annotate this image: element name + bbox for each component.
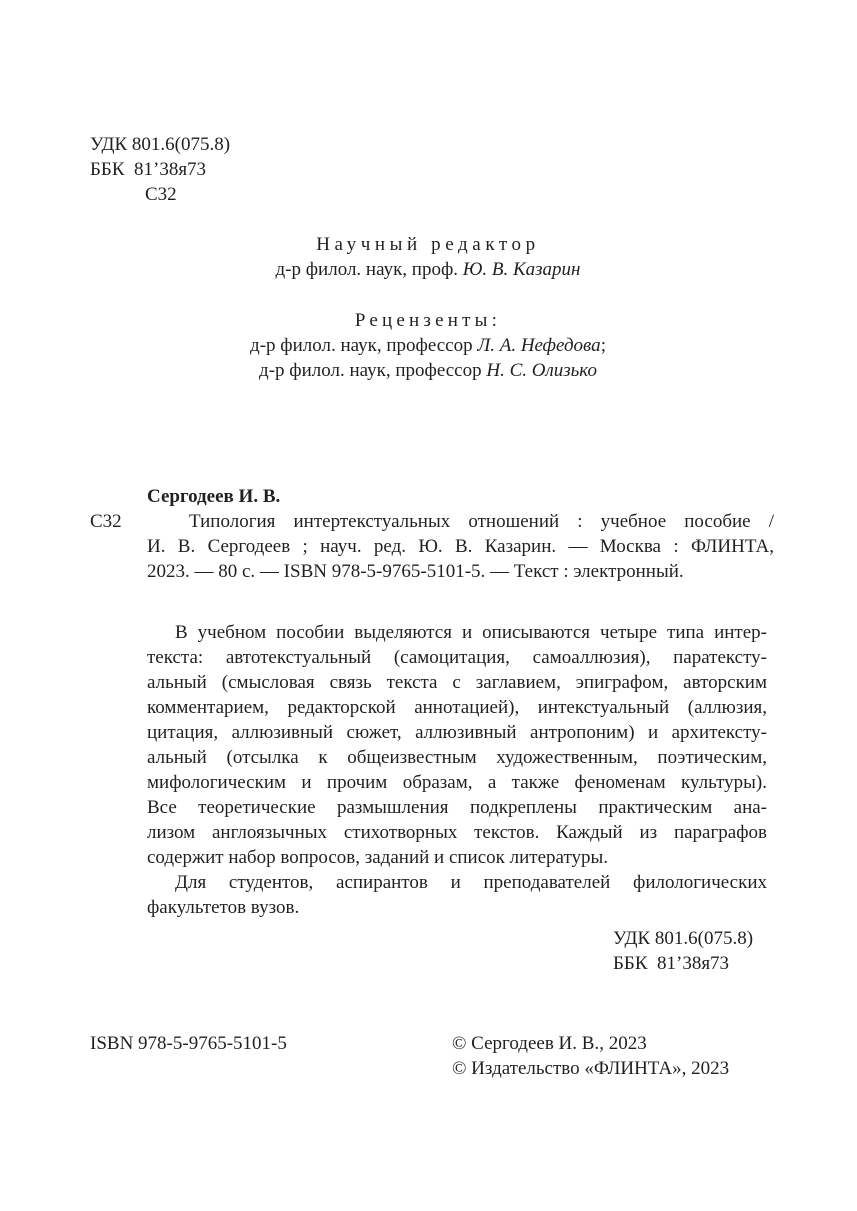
abstract-line-10: содержит набор вопросов, заданий и список литературы.	[147, 847, 609, 868]
copyright-publisher: © Издательство «ФЛИНТА», 2023	[452, 1058, 730, 1079]
catalog-line-1: Типология интертекстуальных отношений : учебное пособие /	[189, 511, 774, 532]
isbn: ISBN 978-5-9765-5101-5	[90, 1033, 287, 1054]
reviewer-line-2	[178, 358, 678, 383]
reviewer-2-prefix: д-р филол. наук, профессор	[259, 360, 482, 381]
udk-code-bottom: УДК 801.6(075.8)	[613, 928, 754, 949]
reviewer-2-name: Н. С. Олизько	[486, 360, 597, 381]
udk-code-top: УДК 801.6(075.8)	[90, 134, 231, 155]
editor-prefix: д-р филол. наук, проф.	[275, 259, 459, 280]
abstract-line-3: альный (смысловая связь текста с заглавием, эпиграфом, авторским	[147, 672, 767, 693]
abstract-text	[147, 620, 767, 920]
editor-name: Ю. В. Казарин	[462, 259, 581, 280]
catalog-mark: С32	[90, 511, 122, 532]
catalog-author: Сергодеев И. В.	[147, 486, 281, 507]
copyright-author: © Сергодеев И. В., 2023	[452, 1033, 647, 1054]
catalog-line-2: И. В. Сергодеев ; науч. ред. Ю. В. Казарин. — Москва : ФЛИНТА,	[147, 536, 774, 557]
reviewer-1-prefix: д-р филол. наук, профессор	[250, 335, 473, 356]
audience-line-2: факультетов вузов.	[147, 897, 300, 918]
abstract-line-5: цитация, аллюзивный сюжет, аллюзивный антропоним) и архитексту-	[147, 722, 767, 743]
bbk-code-bottom: ББК 81’38я73	[613, 953, 730, 974]
reviewer-line-1	[178, 333, 678, 358]
abstract-line-6: альный (отсылка к общеизвестным художественным, поэтическим,	[147, 747, 767, 768]
abstract-line-1: В учебном пособии выделяются и описываются четыре типа интер-	[175, 622, 767, 643]
editor-line	[178, 257, 678, 282]
abstract-line-7: мифологическим и прочим образам, а также феноменам культуры).	[147, 772, 767, 793]
abstract-line-2: текста: автотекстуальный (самоцитация, самоаллюзия), паратексту-	[147, 647, 767, 668]
catalog-line-3: 2023. — 80 с. — ISBN 978-5-9765-5101-5. — Текст : электронный.	[147, 561, 684, 582]
reviewer-1-suffix: ;	[600, 335, 606, 356]
catalog-description	[147, 509, 774, 584]
audience-line-1: Для студентов, аспирантов и преподавателей филологических	[175, 872, 767, 893]
bbk-code-top: ББК 81’38я73	[90, 159, 207, 180]
abstract-line-4: комментарием, редакторской аннотацией), интекстуальный (аллюзия,	[147, 697, 767, 718]
author-mark-top: С32	[145, 184, 177, 205]
reviewer-1-name: Л. А. Нефедова	[477, 335, 601, 356]
editor-heading: Научный редактор	[316, 234, 540, 255]
reviewers-heading: Рецензенты:	[354, 310, 502, 331]
abstract-line-9: лизом англоязычных стихотворных текстов. Каждый из параграфов	[147, 822, 767, 843]
abstract-line-8: Все теоретические размышления подкреплены практическим ана-	[147, 797, 767, 818]
